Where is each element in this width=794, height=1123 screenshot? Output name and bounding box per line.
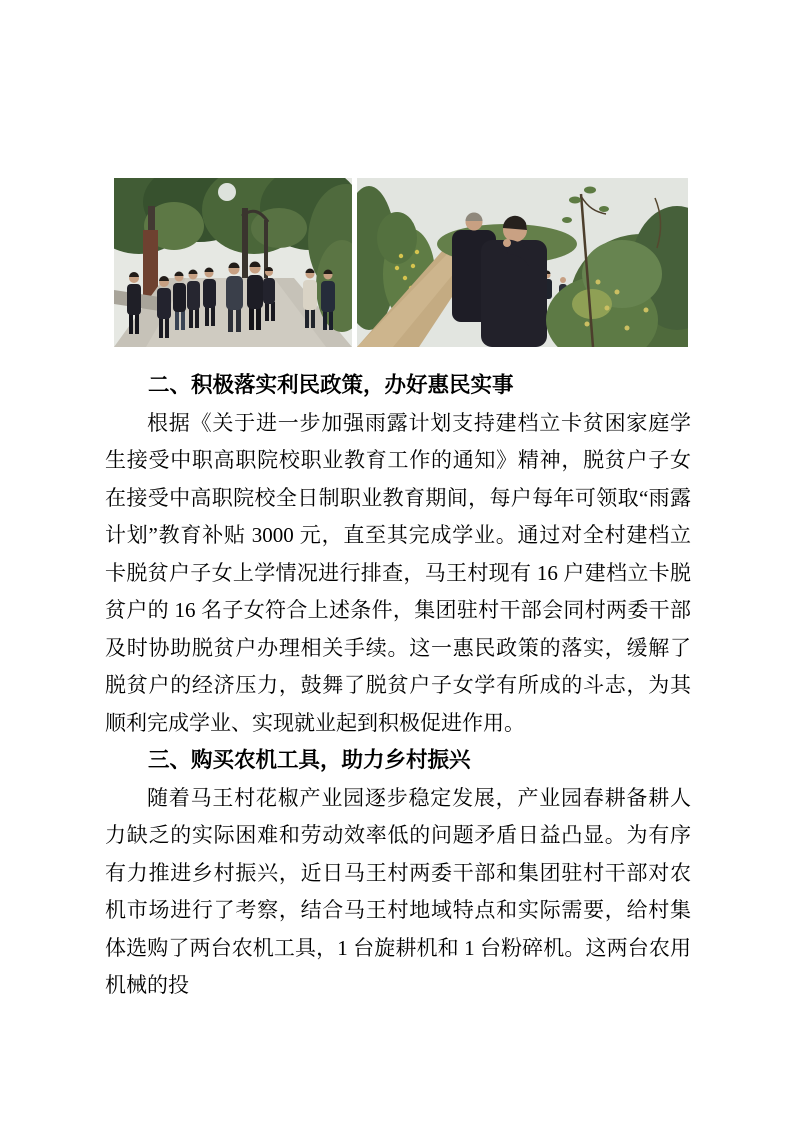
photo-row xyxy=(114,178,688,347)
section-2-heading: 二、积极落实利民政策，办好惠民实事 xyxy=(148,373,514,397)
photo-group-visit xyxy=(114,178,352,347)
photo-field-inspection xyxy=(357,178,688,347)
section-3-heading: 三、购买农机工具，助力乡村振兴 xyxy=(148,748,471,772)
document-body xyxy=(105,367,691,1005)
section-3-paragraph: 随着马王村花椒产业园逐步稳定发展，产业园春耕备耕人力缺乏的实际困难和劳动效率低的问题矛盾日益凸显。为有序有力推进乡村振兴，近日马王村两委干部和集团驻村干部对农机市场进行了考察，结合马王村地域特点和实际需要，给村集体选购了两台农机工具，1 台旋耕机和 1 台粉碎机。这两台农用机械的投 xyxy=(105,785,691,997)
section-2-paragraph: 根据《关于进一步加强雨露计划支持建档立卡贫困家庭学生接受中职高职院校职业教育工作的通知》精神，脱贫户子女在接受中高职院校全日制职业教育期间，每户每年可领取“雨露计划”教育补贴 3000 元，直至其完成学业。通过对全村建档立卡脱贫户子女上学情况进行排查，马王村现有 16 户建档立卡脱贫户的 16 名子女符合上述条件，集团驻村干部会同村两委干部及时协助脱贫户办理相关手续。这一惠民政策的落实，缓解了脱贫户的经济压力，鼓舞了脱贫户子女学有所成的斗志，为其顺利完成学业、实现就业起到积极促进作用。 xyxy=(105,410,691,735)
